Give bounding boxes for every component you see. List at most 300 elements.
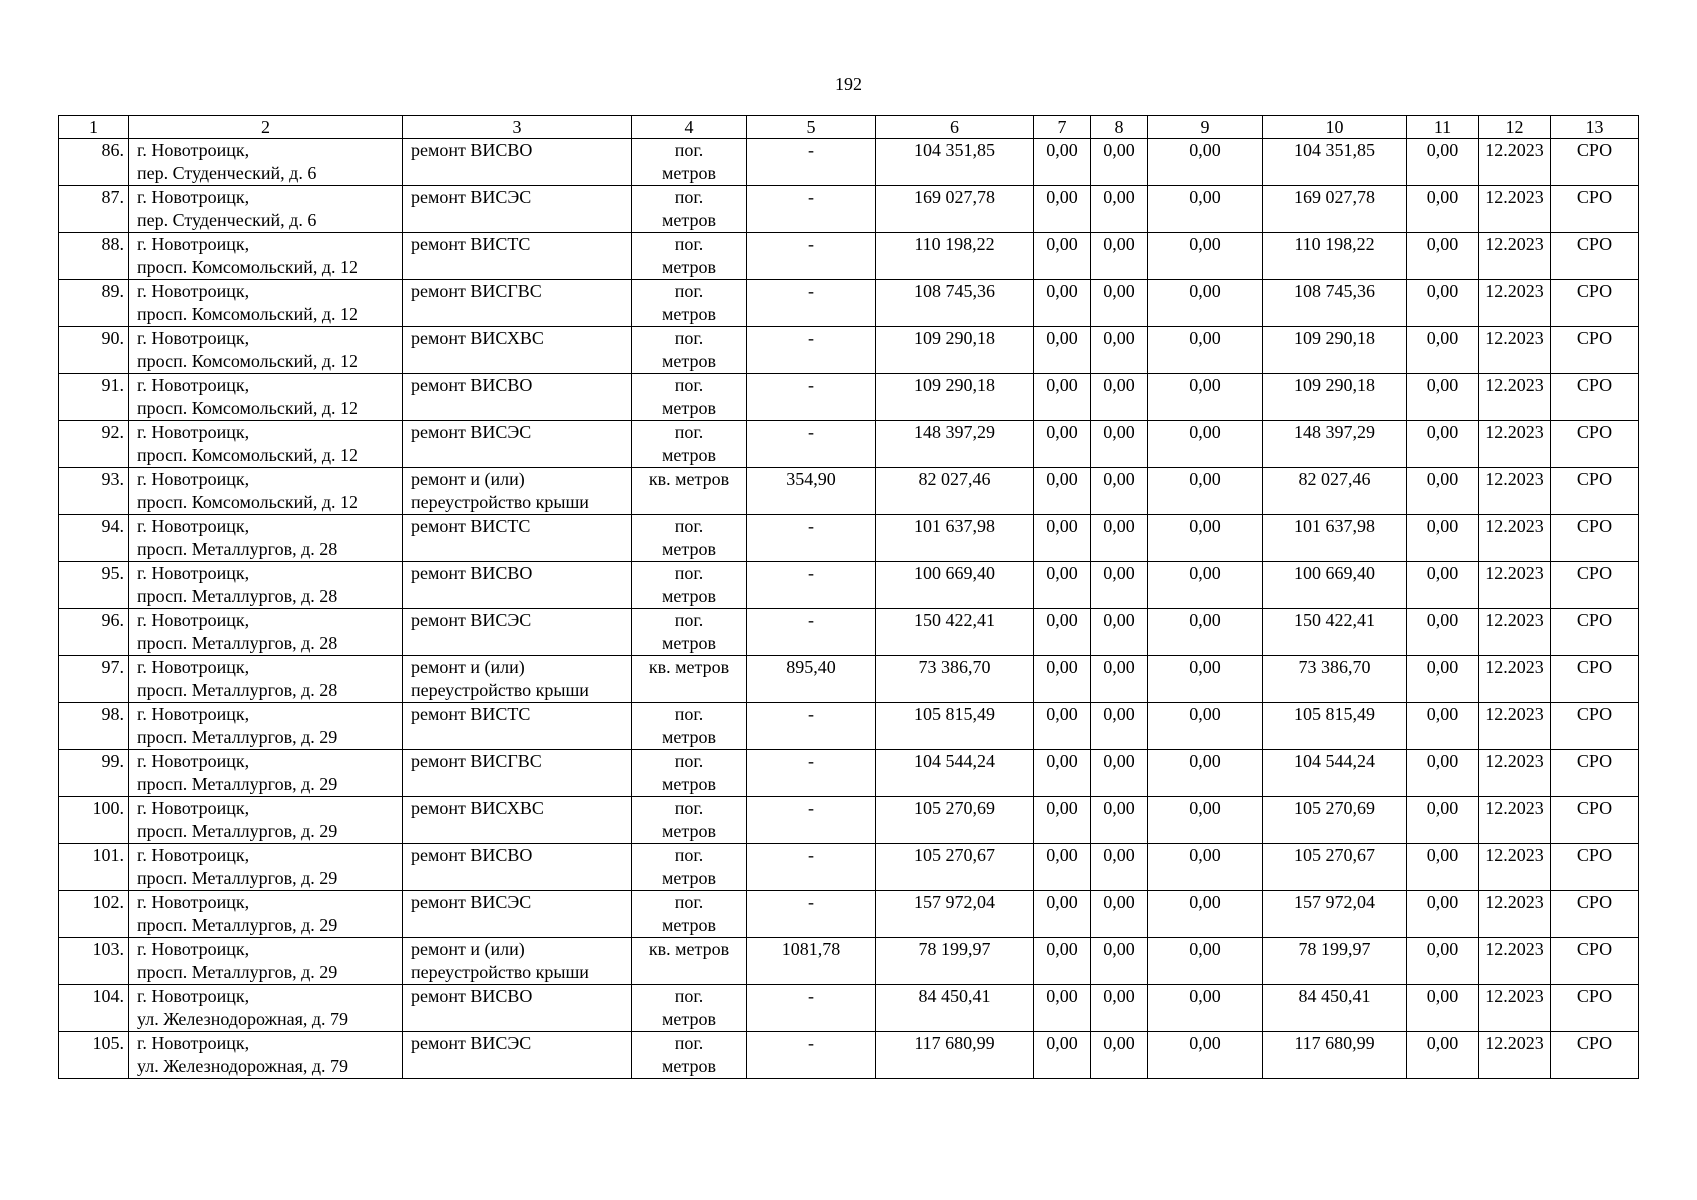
unit-cell [632,609,747,656]
unit-line: метров [662,774,716,794]
total-cost-cell: 105 270,67 [876,844,1034,891]
unit-line: метров [662,633,716,653]
address-street: ул. Железнодорожная, д. 79 [137,1009,349,1029]
col8-cell: 0,00 [1091,374,1148,421]
col10-cell: 73 386,70 [1263,656,1407,703]
address-city: г. Новотроицк, [137,140,250,160]
unit-cell [632,891,747,938]
col9-cell: 0,00 [1148,985,1263,1032]
unit-line: пог. [674,704,704,724]
col11-cell: 0,00 [1407,656,1479,703]
work-type-line: ремонт ВИСГВС [411,751,542,771]
col10-cell: 157 972,04 [1263,891,1407,938]
address-city: г. Новотроицк, [137,939,250,959]
quantity-cell: 895,40 [747,656,876,703]
col11-cell: 0,00 [1407,421,1479,468]
col9-cell: 0,00 [1148,656,1263,703]
row-number: 92. [59,421,129,468]
table-row [59,656,1639,703]
address-cell [129,280,403,327]
col9-cell: 0,00 [1148,844,1263,891]
address-cell [129,844,403,891]
unit-line: пог. [674,422,704,442]
source-cell: СРО [1551,515,1639,562]
work-type-line: ремонт ВИСХВС [411,798,544,818]
col7-cell: 0,00 [1034,186,1091,233]
unit-cell [632,233,747,280]
work-type-line: ремонт и (или) [411,657,525,677]
deadline-cell: 12.2023 [1479,562,1551,609]
column-header-3: 3 [403,116,632,139]
total-cost-cell: 169 027,78 [876,186,1034,233]
col9-cell: 0,00 [1148,797,1263,844]
col11-cell: 0,00 [1407,233,1479,280]
col7-cell: 0,00 [1034,891,1091,938]
col7-cell: 0,00 [1034,139,1091,186]
work-type-cell [403,562,632,609]
address-city: г. Новотроицк, [137,845,250,865]
quantity-cell: - [747,515,876,562]
unit-line: метров [662,539,716,559]
table-row [59,703,1639,750]
address-street: просп. Металлургов, д. 29 [137,774,338,794]
address-street: просп. Металлургов, д. 28 [137,586,338,606]
address-cell [129,233,403,280]
col8-cell: 0,00 [1091,797,1148,844]
address-cell [129,703,403,750]
table-row [59,985,1639,1032]
column-header-1: 1 [59,116,129,139]
unit-line: пог. [674,187,704,207]
col9-cell: 0,00 [1148,515,1263,562]
col11-cell: 0,00 [1407,186,1479,233]
address-street: просп. Металлургов, д. 29 [137,868,338,888]
column-header-12: 12 [1479,116,1551,139]
row-number: 101. [59,844,129,891]
unit-cell [632,938,747,985]
total-cost-cell: 100 669,40 [876,562,1034,609]
address-city: г. Новотроицк, [137,375,250,395]
unit-line: метров [662,1056,716,1076]
address-cell [129,609,403,656]
deadline-cell: 12.2023 [1479,421,1551,468]
col10-cell: 104 544,24 [1263,750,1407,797]
quantity-cell: - [747,797,876,844]
address-city: г. Новотроицк, [137,281,250,301]
table-row [59,421,1639,468]
unit-cell [632,562,747,609]
quantity-cell: 354,90 [747,468,876,515]
table-row [59,844,1639,891]
col10-cell: 82 027,46 [1263,468,1407,515]
col9-cell: 0,00 [1148,421,1263,468]
unit-line: метров [662,821,716,841]
address-city: г. Новотроицк, [137,798,250,818]
quantity-cell: - [747,703,876,750]
unit-line: метров [662,445,716,465]
row-number: 94. [59,515,129,562]
works-table [58,115,1639,1079]
col9-cell: 0,00 [1148,938,1263,985]
col7-cell: 0,00 [1034,233,1091,280]
deadline-cell: 12.2023 [1479,797,1551,844]
column-header-11: 11 [1407,116,1479,139]
table-row [59,938,1639,985]
unit-line: пог. [674,798,704,818]
col10-cell: 84 450,41 [1263,985,1407,1032]
work-type-line: ремонт ВИСХВС [411,328,544,348]
col9-cell: 0,00 [1148,1032,1263,1079]
table-body [59,139,1639,1079]
source-cell: СРО [1551,1032,1639,1079]
unit-line: пог. [674,751,704,771]
deadline-cell: 12.2023 [1479,844,1551,891]
col9-cell: 0,00 [1148,233,1263,280]
unit-cell [632,750,747,797]
row-number: 90. [59,327,129,374]
col8-cell: 0,00 [1091,985,1148,1032]
row-number: 87. [59,186,129,233]
col7-cell: 0,00 [1034,280,1091,327]
work-type-cell [403,844,632,891]
source-cell: СРО [1551,468,1639,515]
unit-line: пог. [674,281,704,301]
quantity-cell: - [747,374,876,421]
col8-cell: 0,00 [1091,703,1148,750]
col7-cell: 0,00 [1034,609,1091,656]
row-number: 103. [59,938,129,985]
row-number: 91. [59,374,129,421]
work-type-cell [403,750,632,797]
address-cell [129,468,403,515]
work-type-line: ремонт ВИСЭС [411,892,532,912]
col11-cell: 0,00 [1407,562,1479,609]
unit-line: пог. [674,375,704,395]
unit-cell [632,844,747,891]
work-type-line: ремонт ВИСТС [411,516,531,536]
col8-cell: 0,00 [1091,562,1148,609]
deadline-cell: 12.2023 [1479,280,1551,327]
deadline-cell: 12.2023 [1479,891,1551,938]
unit-line: пог. [674,845,704,865]
work-type-cell [403,609,632,656]
unit-line: метров [662,915,716,935]
address-cell [129,797,403,844]
col11-cell: 0,00 [1407,891,1479,938]
col10-cell: 109 290,18 [1263,327,1407,374]
unit-line: пог. [674,140,704,160]
work-type-cell [403,656,632,703]
work-type-cell [403,797,632,844]
address-city: г. Новотроицк, [137,469,250,489]
row-number: 98. [59,703,129,750]
column-header-10: 10 [1263,116,1407,139]
address-cell [129,562,403,609]
table-row [59,374,1639,421]
unit-cell [632,139,747,186]
col8-cell: 0,00 [1091,750,1148,797]
deadline-cell: 12.2023 [1479,938,1551,985]
work-type-cell [403,186,632,233]
table-row [59,797,1639,844]
deadline-cell: 12.2023 [1479,703,1551,750]
address-cell [129,985,403,1032]
address-city: г. Новотроицк, [137,704,250,724]
deadline-cell: 12.2023 [1479,468,1551,515]
col8-cell: 0,00 [1091,421,1148,468]
col7-cell: 0,00 [1034,938,1091,985]
work-type-cell [403,891,632,938]
unit-line: пог. [674,234,704,254]
unit-line: метров [662,351,716,371]
row-number: 86. [59,139,129,186]
quantity-cell: - [747,891,876,938]
column-header-8: 8 [1091,116,1148,139]
col8-cell: 0,00 [1091,844,1148,891]
row-number: 95. [59,562,129,609]
table-row [59,280,1639,327]
source-cell: СРО [1551,985,1639,1032]
unit-line: кв. метров [648,469,730,489]
table-row [59,1032,1639,1079]
quantity-cell: - [747,421,876,468]
col7-cell: 0,00 [1034,374,1091,421]
col10-cell: 78 199,97 [1263,938,1407,985]
col7-cell: 0,00 [1034,468,1091,515]
unit-line: метров [662,868,716,888]
address-street: пер. Студенческий, д. 6 [137,210,317,230]
address-cell [129,421,403,468]
column-number-row [59,116,1639,139]
address-city: г. Новотроицк, [137,234,250,254]
table-row [59,609,1639,656]
source-cell: СРО [1551,186,1639,233]
total-cost-cell: 82 027,46 [876,468,1034,515]
unit-line: пог. [674,610,704,630]
source-cell: СРО [1551,562,1639,609]
col8-cell: 0,00 [1091,891,1148,938]
unit-line: пог. [674,892,704,912]
row-number: 97. [59,656,129,703]
unit-cell [632,421,747,468]
unit-line: пог. [674,328,704,348]
work-type-line: ремонт ВИСВО [411,845,533,865]
column-header-2: 2 [129,116,403,139]
unit-line: пог. [674,516,704,536]
col9-cell: 0,00 [1148,703,1263,750]
work-type-line: ремонт ВИСГВС [411,281,542,301]
source-cell: СРО [1551,139,1639,186]
work-type-line: ремонт ВИСЭС [411,422,532,442]
work-type-cell [403,139,632,186]
total-cost-cell: 73 386,70 [876,656,1034,703]
address-cell [129,938,403,985]
unit-line: метров [662,398,716,418]
col7-cell: 0,00 [1034,421,1091,468]
quantity-cell: - [747,1032,876,1079]
col8-cell: 0,00 [1091,186,1148,233]
col8-cell: 0,00 [1091,609,1148,656]
unit-cell [632,797,747,844]
col8-cell: 0,00 [1091,1032,1148,1079]
address-city: г. Новотроицк, [137,187,250,207]
unit-cell [632,327,747,374]
work-type-line: переустройство крыши [411,962,589,982]
quantity-cell: 1081,78 [747,938,876,985]
col9-cell: 0,00 [1148,327,1263,374]
quantity-cell: - [747,844,876,891]
col8-cell: 0,00 [1091,233,1148,280]
address-cell [129,515,403,562]
address-street: пер. Студенческий, д. 6 [137,163,317,183]
table-row [59,233,1639,280]
address-street: просп. Металлургов, д. 29 [137,915,338,935]
unit-line: метров [662,586,716,606]
address-street: просп. Комсомольский, д. 12 [137,445,359,465]
col10-cell: 117 680,99 [1263,1032,1407,1079]
work-type-line: ремонт и (или) [411,469,525,489]
work-type-line: ремонт ВИСТС [411,234,531,254]
table-row [59,139,1639,186]
work-type-line: ремонт ВИСВО [411,563,533,583]
total-cost-cell: 148 397,29 [876,421,1034,468]
address-cell [129,139,403,186]
address-city: г. Новотроицк, [137,1033,250,1053]
address-street: ул. Железнодорожная, д. 79 [137,1056,349,1076]
work-type-cell [403,374,632,421]
address-street: просп. Металлургов, д. 29 [137,727,338,747]
address-city: г. Новотроицк, [137,422,250,442]
col10-cell: 100 669,40 [1263,562,1407,609]
unit-cell [632,515,747,562]
unit-line: кв. метров [648,939,730,959]
col11-cell: 0,00 [1407,703,1479,750]
work-type-line: ремонт ВИСВО [411,375,533,395]
address-street: просп. Металлургов, д. 28 [137,633,338,653]
work-type-line: ремонт и (или) [411,939,525,959]
source-cell: СРО [1551,233,1639,280]
table-row [59,891,1639,938]
deadline-cell: 12.2023 [1479,374,1551,421]
source-cell: СРО [1551,750,1639,797]
unit-cell [632,1032,747,1079]
column-header-5: 5 [747,116,876,139]
work-type-cell [403,515,632,562]
col10-cell: 169 027,78 [1263,186,1407,233]
col10-cell: 104 351,85 [1263,139,1407,186]
col11-cell: 0,00 [1407,515,1479,562]
col11-cell: 0,00 [1407,750,1479,797]
col7-cell: 0,00 [1034,844,1091,891]
table-row [59,750,1639,797]
col7-cell: 0,00 [1034,797,1091,844]
unit-line: метров [662,210,716,230]
col9-cell: 0,00 [1148,374,1263,421]
source-cell: СРО [1551,280,1639,327]
col8-cell: 0,00 [1091,938,1148,985]
col10-cell: 110 198,22 [1263,233,1407,280]
address-street: просп. Комсомольский, д. 12 [137,492,359,512]
deadline-cell: 12.2023 [1479,186,1551,233]
address-city: г. Новотроицк, [137,610,250,630]
address-city: г. Новотроицк, [137,516,250,536]
col9-cell: 0,00 [1148,139,1263,186]
table-row [59,468,1639,515]
address-street: просп. Металлургов, д. 29 [137,962,338,982]
col9-cell: 0,00 [1148,562,1263,609]
row-number: 102. [59,891,129,938]
work-type-cell [403,938,632,985]
source-cell: СРО [1551,327,1639,374]
deadline-cell: 12.2023 [1479,750,1551,797]
col11-cell: 0,00 [1407,938,1479,985]
address-street: просп. Комсомольский, д. 12 [137,351,359,371]
work-type-cell [403,233,632,280]
address-street: просп. Комсомольский, д. 12 [137,257,359,277]
row-number: 104. [59,985,129,1032]
column-header-13: 13 [1551,116,1639,139]
address-city: г. Новотроицк, [137,657,250,677]
unit-cell [632,985,747,1032]
deadline-cell: 12.2023 [1479,609,1551,656]
col10-cell: 105 270,67 [1263,844,1407,891]
source-cell: СРО [1551,656,1639,703]
total-cost-cell: 157 972,04 [876,891,1034,938]
address-cell [129,656,403,703]
col9-cell: 0,00 [1148,468,1263,515]
total-cost-cell: 105 815,49 [876,703,1034,750]
total-cost-cell: 104 544,24 [876,750,1034,797]
deadline-cell: 12.2023 [1479,139,1551,186]
col10-cell: 108 745,36 [1263,280,1407,327]
col8-cell: 0,00 [1091,139,1148,186]
row-number: 99. [59,750,129,797]
address-city: г. Новотроицк, [137,751,250,771]
quantity-cell: - [747,327,876,374]
address-cell [129,1032,403,1079]
total-cost-cell: 109 290,18 [876,327,1034,374]
address-cell [129,374,403,421]
col8-cell: 0,00 [1091,515,1148,562]
col10-cell: 101 637,98 [1263,515,1407,562]
unit-line: метров [662,1009,716,1029]
col7-cell: 0,00 [1034,656,1091,703]
deadline-cell: 12.2023 [1479,515,1551,562]
address-cell [129,750,403,797]
table-row [59,327,1639,374]
work-type-cell [403,327,632,374]
unit-cell [632,468,747,515]
page-number: 192 [835,74,862,94]
column-header-4: 4 [632,116,747,139]
row-number: 96. [59,609,129,656]
total-cost-cell: 110 198,22 [876,233,1034,280]
address-city: г. Новотроицк, [137,563,250,583]
quantity-cell: - [747,139,876,186]
source-cell: СРО [1551,703,1639,750]
table-row [59,562,1639,609]
work-type-cell [403,703,632,750]
deadline-cell: 12.2023 [1479,656,1551,703]
unit-line: метров [662,304,716,324]
unit-cell [632,374,747,421]
address-street: просп. Металлургов, д. 29 [137,821,338,841]
source-cell: СРО [1551,797,1639,844]
col10-cell: 105 270,69 [1263,797,1407,844]
row-number: 100. [59,797,129,844]
col10-cell: 150 422,41 [1263,609,1407,656]
work-type-cell [403,1032,632,1079]
